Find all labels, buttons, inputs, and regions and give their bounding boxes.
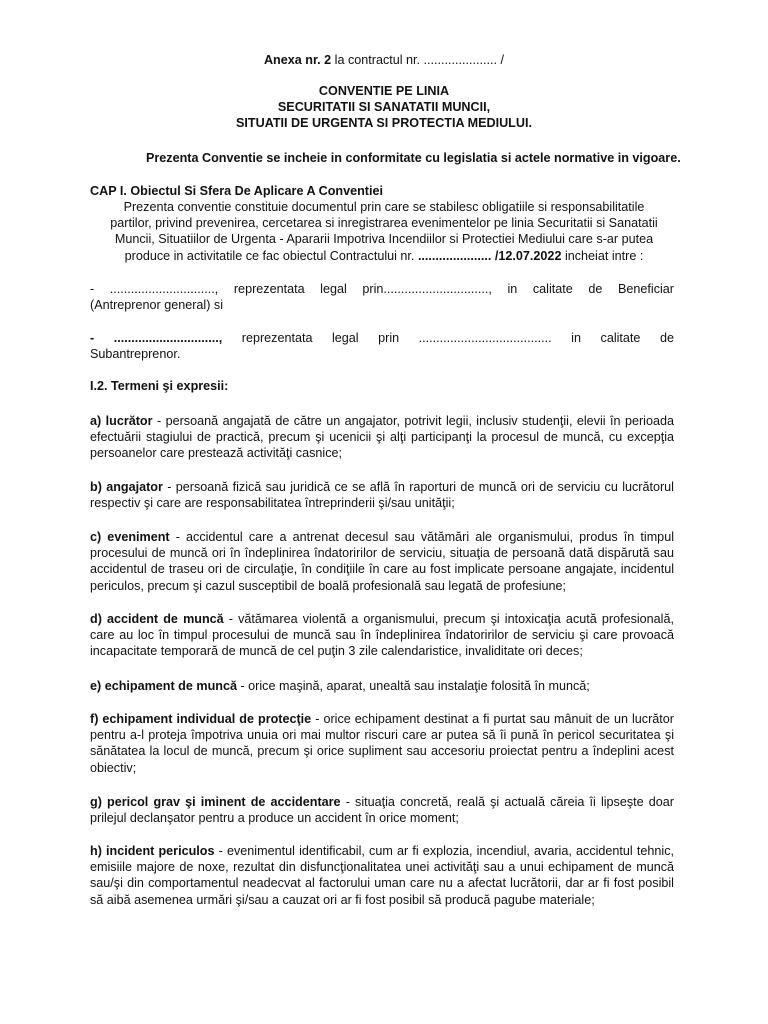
definition-term: d) accident de muncă: [90, 612, 224, 626]
intro-line-4-text: produce in activitatile ce fac obiectul Contractului nr.: [124, 248, 418, 263]
definition-term: e) echipament de muncă: [90, 679, 237, 693]
definition-text: - vătămarea violentă a organismului, precum şi intoxicaţia acută profesională, care au loc în timpul procesului de muncă sau în îndeplinirea îndatoririlor de serviciu şi care provoacă incapacitate temporară de muncă de cel puţin 3 zile calendaristice, invaliditate ori deces;: [90, 612, 674, 659]
chapter-1-intro: [86, 199, 682, 264]
definition-text: - accidentul care a antrenat decesul sau vătămări ale organismului, produs în timpul procesului de muncă ori în îndeplinirea îndatoririlor de serviciu, situaţia de persoană dată dispărută sau accidentul de traseu ori de circulaţie, în condiţiile în care au fost implicate persoane angajate, incidentul periculos, precum şi cazul susceptibil de boală profesională sau legată de profesiune;: [90, 530, 674, 593]
definition-term: g) pericol grav şi iminent de accidentare: [90, 795, 341, 809]
chapter-1-heading: CAP I. Obiectul Si Sfera De Aplicare A Conventiei: [90, 184, 384, 198]
annex-number: Anexa nr. 2: [263, 53, 332, 67]
definition-a: [90, 413, 674, 462]
definition-text: - situaţia concretă, reală şi actuală căreia îi lipseşte doar prilejul declanşator pentru a produce un accident în orice moment;: [90, 795, 674, 826]
contract-number-date: ..................... /12.07.2022: [417, 248, 562, 263]
intro-line-3: Muncii, Situatiilor de Urgenta - Apararii Impotriva Incendiilor si Protectiei Mediului care s-ar putea: [114, 232, 654, 247]
definition-text: - persoană fizică sau juridică ce se află în raporturi de muncă ori de serviciu cu lucrătorul respectiv şi care are responsabilitatea întreprinderii şi/sau unităţii;: [90, 480, 674, 511]
definition-text: - orice echipament destinat a fi purtat sau mânuit de un lucrător pentru a-l proteja împotriva unuia ori mai multor riscuri care ar putea să îi pună în pericol securitatea şi sănătatea la locul de muncă, precum şi orice supliment sau accesoriu proiectat pentru a îndeplini acest obiectiv;: [90, 712, 674, 775]
subcontractor-text: reprezentata legal prin ...................................... in calitate de Subantreprenor.: [90, 331, 678, 362]
definition-term: c) eveniment: [90, 530, 170, 544]
definition-text: - evenimentul identificabil, cum ar fi explozia, incendiul, avaria, accidentul tehnic, emisiile majore de noxe, rezultat din disfuncţionalitatea unei activităţi sau a unui echipament de muncă sau/şi din comportamentul neadecvat al factorului uman care nu a afectat lucrătorii, dar ar fi fost posibil să aibă asemenea urmări şi/sau a cauzat ori ar fi fost posibil să producă pagube materiale;: [90, 844, 674, 907]
section-i2-heading: I.2. Termeni şi expresii:: [90, 379, 229, 393]
annex-contract-ref: la contractul nr. ..................... /: [331, 53, 505, 67]
party-beneficiary: - .............................., reprezentata legal prin.............................., in calitate de Beneficiar (Antreprenor general) si: [90, 282, 678, 313]
annex-line: [84, 52, 684, 68]
definition-term: b) angajator: [90, 480, 163, 494]
definition-c: [90, 529, 674, 594]
party-subcontractor: [90, 330, 678, 362]
definition-term: h) incident periculos: [90, 844, 215, 858]
definition-f: [90, 711, 674, 776]
intro-line-2: partilor, privind prevenirea, cercetarea si inregistrarea evenimentelor pe linia Securitatii si Sanatatii: [110, 216, 658, 231]
title-line-2: SECURITATII SI SANATATII MUNCII,: [277, 100, 491, 115]
definition-d: [90, 611, 674, 660]
definition-text: - orice maşină, aparat, unealtă sau instalaţie folosită în muncă;: [236, 679, 590, 693]
definition-e: [90, 678, 674, 694]
document-title: [84, 83, 684, 132]
definition-b: [90, 479, 674, 511]
subcontractor-name-placeholder: - ..............................,: [90, 331, 223, 345]
intro-line-1: Prezenta conventie constituie documentul prin care se stabilesc obligatiile si responsabilitatile: [123, 200, 645, 214]
definition-g: [90, 794, 674, 826]
definition-term: a) lucrător: [90, 414, 153, 428]
definition-h: [90, 843, 674, 908]
intro-line-4: [86, 248, 682, 264]
lead-sentence: Prezenta Conventie se incheie in conformitate cu legislatia si actele normative in vigoare.: [146, 151, 681, 165]
definition-term: f) echipament individual de protecţie: [90, 712, 312, 726]
definition-text: - persoană angajată de către un angajator, potrivit legii, inclusiv studenţii, elevii în perioada efectuării stagiului de practică, precum şi ucenicii şi alţi participanţi la procesul de muncă, cu excepţia persoanelor care prestează activităţi casnice;: [90, 414, 674, 461]
title-line-1: CONVENTIE PE LINIA: [318, 84, 450, 98]
intro-line-4-end: incheiat intre :: [561, 248, 644, 263]
title-line-3: SITUATII DE URGENTA SI PROTECTIA MEDIULUI.: [236, 116, 532, 131]
